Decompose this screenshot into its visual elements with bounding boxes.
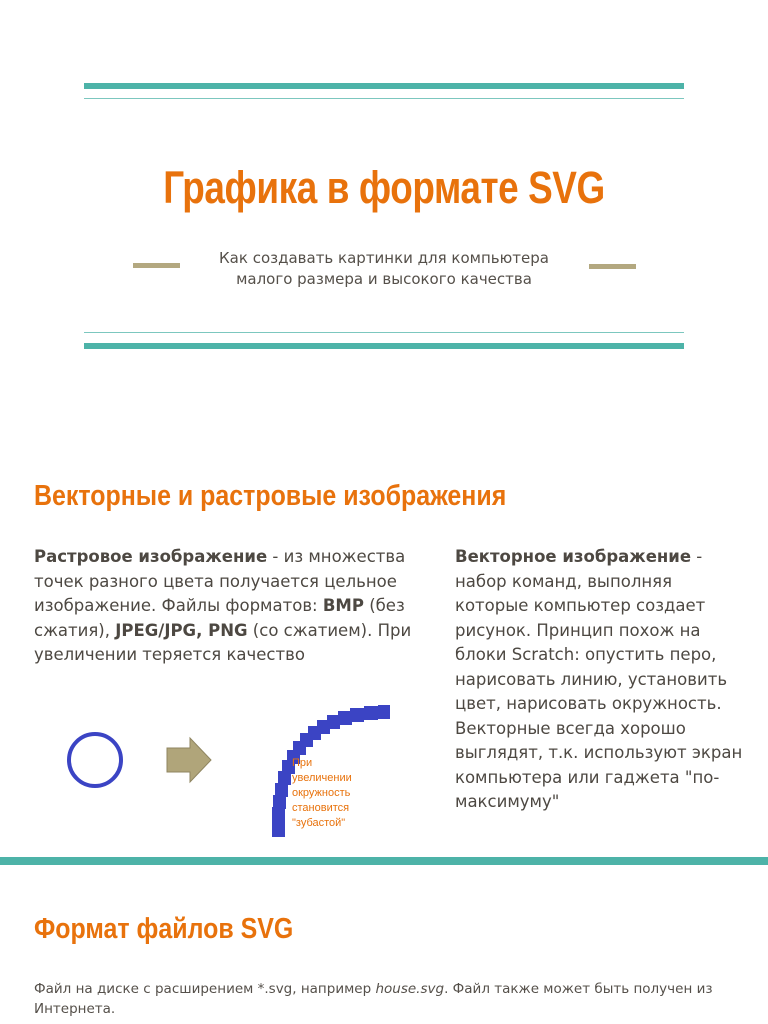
raster-term: Растровое изображение: [34, 547, 268, 566]
page-title: Графика в формате SVG: [163, 162, 605, 213]
svg-example-filename: house.svg: [375, 981, 445, 997]
section-heading-vector-raster: Векторные и растровые изображения: [34, 480, 507, 512]
vector-text-1: - набор команд, выполняя которые компьютер создает рисунок. Принцип похож на блоки Scratch: опустить перо, нарисовать линию, установить цвет, нарисовать окружность. Векторные всегда хорошо выглядят, т.к. используют экран компьютера или гаджета "по-максимуму": [455, 547, 743, 811]
zoom-note-line-2: увеличении: [292, 772, 352, 784]
top-thick-rule: [84, 83, 684, 89]
raster-jpeg: JPEG/JPG, PNG: [115, 620, 248, 640]
raster-paragraph: [34, 545, 434, 668]
subtitle-line-1: Как создавать картинки для компьютера: [219, 249, 549, 267]
zoom-note-line-3: окружность: [292, 787, 351, 799]
subtitle-right-dash: [589, 264, 636, 269]
vector-term: Векторное изображение: [455, 547, 692, 566]
subtitle-left-dash: [133, 263, 180, 268]
small-circle-icon: [69, 734, 121, 786]
subtitle-line-2: малого размера и высокого качества: [236, 270, 532, 288]
raster-text-3: (со сжатием). При увеличении теряется качество: [34, 620, 412, 664]
zoom-note-line-1: При: [292, 757, 313, 769]
raster-bmp: BMP: [322, 596, 364, 615]
page-subtitle: [190, 248, 578, 290]
zoom-note: [292, 756, 382, 831]
section-heading-svg-format: Формат файлов SVG: [34, 913, 294, 945]
raster-text-1: - из множества точек разного цвета получается цельное изображение. Файлы форматов:: [34, 547, 406, 615]
right-arrow-icon: [167, 738, 211, 782]
bottom-thin-rule: [84, 332, 684, 333]
zoom-note-line-5: "зубастой": [292, 817, 346, 829]
bottom-thick-rule: [84, 343, 684, 349]
raster-text-2: (без сжатия),: [34, 596, 405, 640]
vector-paragraph: [455, 545, 745, 815]
svg-format-text-2: . Файл также может быть получен из Интернета.: [34, 981, 713, 1017]
svg-format-paragraph: [34, 979, 734, 1019]
svg-format-text-1: Файл на диске с расширением *.svg, например: [34, 981, 376, 997]
section-divider: [0, 857, 768, 865]
zoom-note-line-4: становится: [292, 802, 350, 814]
top-thin-rule: [84, 98, 684, 99]
